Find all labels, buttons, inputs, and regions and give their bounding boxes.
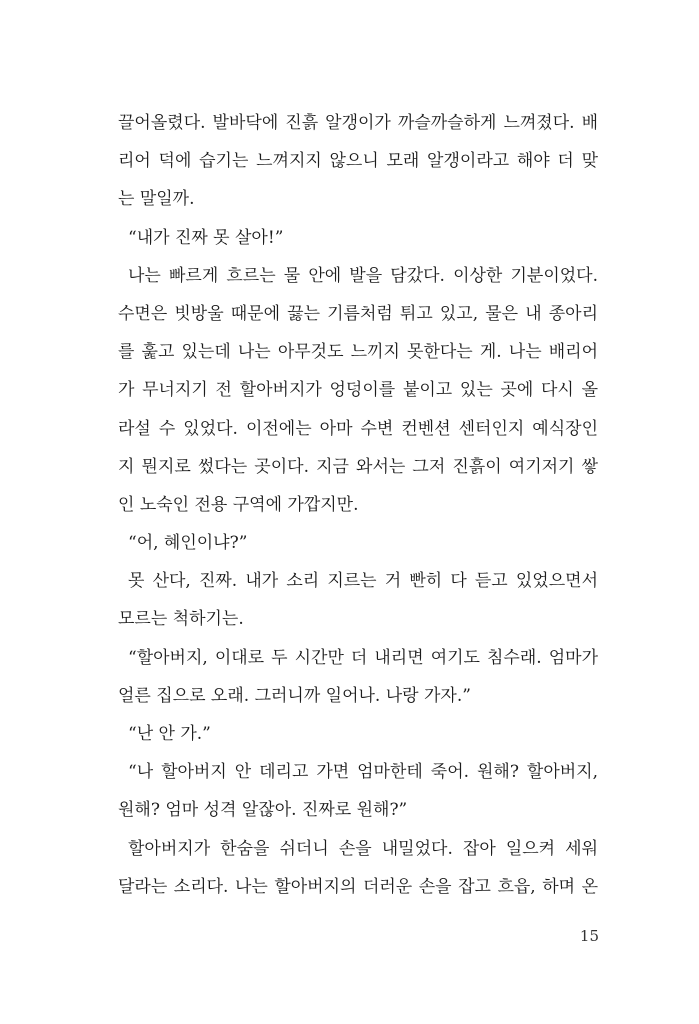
body-text	[118, 104, 598, 906]
text-line: 수면은 빗방울 때문에 끓는 기름처럼 튀고 있고, 물은 내 종아리	[118, 303, 598, 324]
text-line: 못 산다, 진짜. 내가 소리 지르는 거 빤히 다 듣고 있었으면서	[128, 571, 598, 592]
text-line: 인 노숙인 전용 구역에 가깝지만.	[118, 494, 359, 515]
text-line: 라설 수 있었다. 이전에는 아마 수변 컨벤션 센터인지 예식장인	[118, 418, 598, 439]
text-line: “내가 진짜 못 살아!”	[128, 227, 284, 248]
text-line: “난 안 가.”	[128, 724, 211, 744]
text-line: 가 무너지기 전 할아버지가 엉덩이를 붙이고 있는 곳에 다시 올	[118, 380, 598, 401]
text-line: 얼른 집으로 오래. 그러니까 일어나. 나랑 가자.”	[118, 685, 471, 706]
text-line: 할아버지가 한숨을 쉬더니 손을 내밀었다. 잡아 일으켜 세워	[128, 838, 598, 859]
text-line: 원해? 엄마 성격 알잖아. 진짜로 원해?”	[118, 800, 408, 821]
text-line: 를 훑고 있는데 나는 아무것도 느끼지 못한다는 게. 나는 배리어	[118, 342, 598, 363]
text-line: 나는 빠르게 흐르는 물 안에 발을 담갔다. 이상한 기분이었다.	[128, 265, 598, 286]
page-number: 15	[579, 927, 599, 945]
text-line: 끌어올렸다. 발바닥에 진흙 알갱이가 까슬까슬하게 느껴졌다. 배	[118, 113, 598, 133]
text-line: “할아버지, 이대로 두 시간만 더 내리면 여기도 침수래. 엄마가	[128, 647, 598, 668]
text-line: 리어 덕에 습기는 느껴지지 않으니 모래 알갱이라고 해야 더 맞	[118, 151, 598, 172]
text-line: “어, 혜인이냐?”	[128, 533, 248, 554]
text-line: “나 할아버지 안 데리고 가면 엄마한테 죽어. 원해? 할아버지,	[128, 762, 598, 783]
text-line: 달라는 소리다. 나는 할아버지의 더러운 손을 잡고 흐읍, 하며 온	[118, 876, 598, 897]
text-line: 는 말일까.	[118, 189, 195, 210]
text-line: 모르는 척하기는.	[118, 609, 244, 630]
text-line: 지 뭔지로 썼다는 곳이다. 지금 와서는 그저 진흙이 여기저기 쌓	[118, 456, 598, 477]
